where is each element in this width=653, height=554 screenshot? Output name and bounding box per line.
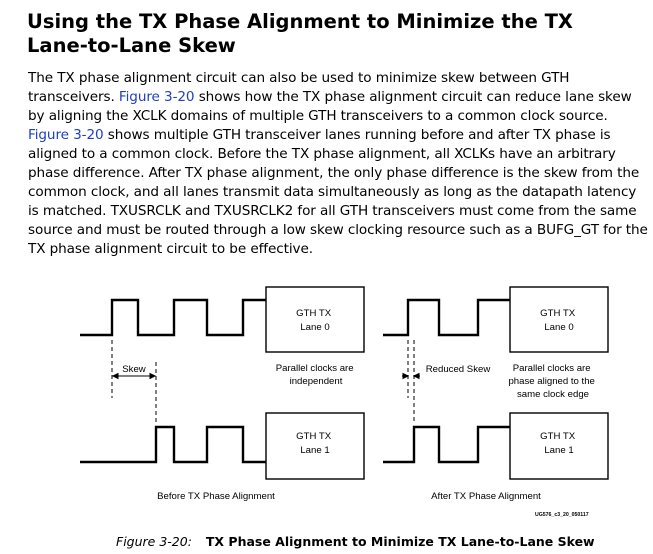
before-subtitle: Before TX Phase Alignment xyxy=(157,491,275,502)
after-lane0-label-line1: GTH TX xyxy=(540,308,576,319)
after-lane0-clock-waveform xyxy=(383,300,510,335)
after-skew-arrowhead-left xyxy=(403,374,408,379)
caption-number: Figure 3-20: xyxy=(116,534,192,549)
after-skew-label: Reduced Skew xyxy=(425,364,491,375)
figure-id: UG576_c3_20_050117 xyxy=(535,512,589,518)
before-note xyxy=(276,363,357,387)
after-note-line3: same clock edge xyxy=(517,389,589,400)
after-lane1-label-line2: Lane 1 xyxy=(544,445,574,456)
after-skew-arrowhead-right xyxy=(414,374,419,379)
before-skew-arrowhead-right xyxy=(150,374,155,379)
after-note-line2: phase aligned to the xyxy=(508,376,595,387)
after-note xyxy=(508,363,597,400)
paragraph-text-3: shows multiple GTH transceiver lanes running before and after TX phase is aligned to a common clock. Before the TX phase alignment, all XCLKs have an arbitrary phase difference. After TX phase alignment, the only phase difference is the skew from the common clock, and all lanes transmit data simultaneously as long as the datapath latency is matched. TXUSRCLK and TXUSRCLK2 for all GTH transceivers must come from the same source and must be routed through a low skew clocking resource such as a BUFG_GT for the TX phase alignment circuit to be effective. xyxy=(28,127,648,257)
after-lane0-box xyxy=(510,287,608,352)
before-lane1-clock-waveform xyxy=(80,427,266,462)
figure-3-20-link[interactable]: Figure 3-20 xyxy=(118,89,195,105)
before-lane0-box xyxy=(266,287,364,352)
after-subtitle: After TX Phase Alignment xyxy=(431,491,541,502)
before-lane0-clock-waveform xyxy=(80,300,266,335)
after-lane1-clock-waveform xyxy=(383,427,510,462)
before-note-line1: Parallel clocks are xyxy=(275,363,354,374)
after-lane0-label-line2: Lane 0 xyxy=(544,322,574,333)
before-lane1-label-line1: GTH TX xyxy=(296,431,332,442)
paragraph-text-1: The TX phase alignment circuit can also be used to minimize skew between GTH transceivers. xyxy=(28,70,570,105)
figure-caption xyxy=(116,534,595,550)
before-skew-arrowhead-left xyxy=(113,374,118,379)
figure-3-20-link-2[interactable]: Figure 3-20 xyxy=(28,127,104,143)
before-skew-label: Skew xyxy=(122,364,146,375)
paragraph-text-2: shows how the TX phase alignment circuit can reduce lane skew by aligning the XCLK domains of multiple GTH transceivers to a common clock source. xyxy=(28,89,632,124)
caption-title: TX Phase Alignment to Minimize TX Lane-to-Lane Skew xyxy=(205,534,595,549)
section-title: Using the TX Phase Alignment to Minimize the TX Lane-to-Lane Skew xyxy=(27,10,573,57)
before-note-line2: independent xyxy=(289,376,343,387)
before-lane0-label-line2: Lane 0 xyxy=(300,322,330,333)
after-lane1-label-line1: GTH TX xyxy=(540,431,576,442)
after-note-line1: Parallel clocks are xyxy=(512,363,591,374)
before-lane0-label-line1: GTH TX xyxy=(296,308,332,319)
before-lane1-label-line2: Lane 1 xyxy=(300,445,330,456)
